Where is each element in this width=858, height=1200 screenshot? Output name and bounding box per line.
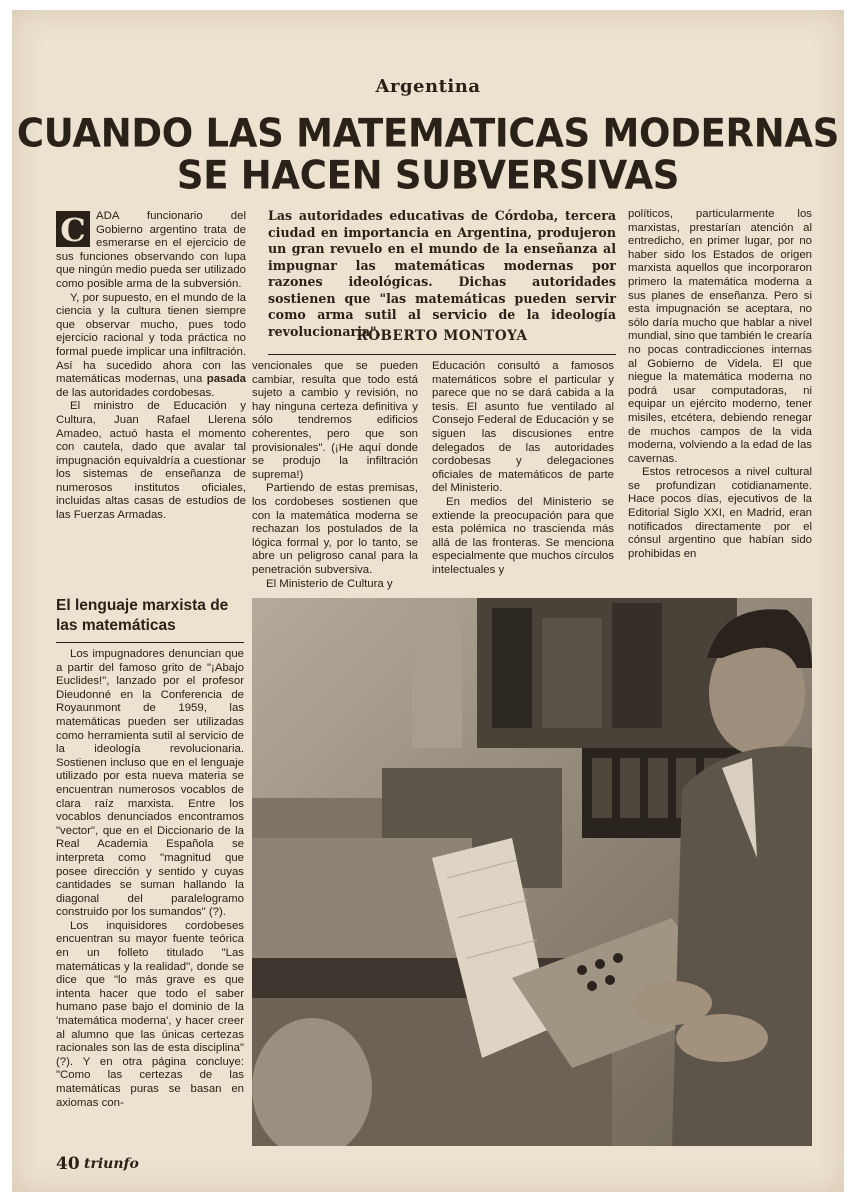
magazine-page xyxy=(12,10,844,1192)
byline-rule xyxy=(268,354,616,355)
lead-paragraph: Las autoridades educativas de Córdoba, tercera ciudad en importancia en Argentina, produjeron un gran revuelo en el mundo de la enseñanza al impugnar las matemáticas modernas por razones ideológicas. Dichas autoridades sostienen que "las matemáticas pueden servir como arma sutil al servicio de la ideología revolucionaria". xyxy=(268,208,616,339)
byline: ROBERTO MONTOYA xyxy=(356,328,528,344)
computer-operator-photo xyxy=(252,598,812,1146)
col1-paragraph-5: Los inquisidores cordobeses encuentran su mayor fuente teórica en un folleto titulado "Las matemáticas y la realidad", donde se dice que "lo más grave es que intenta hacer que todo el saber humano pase bajo el dominio de la 'matemática moderna', y hacer creer al alumno que las únicas certezas racionales son las de esta disciplina" (?). Y en otra página concluye: "Como las certezas de las matemáticas puras se basan en axiomas con- xyxy=(56,919,244,1109)
column-1-lower xyxy=(56,648,244,1110)
col3-paragraph-1: Educación consultó a famosos matemáticos sobre el particular y parece que no se dará cabida a la tesis. El asunto fue ventilado al Consejo Federal de Educación y se siguen las discusiones entre delegados de las autoridades cordobesas y delegaciones oficiales de matemáticos de parte del Ministerio. xyxy=(432,360,614,495)
section-kicker: Argentina xyxy=(375,76,481,97)
subhead-rule xyxy=(56,642,244,643)
page-number: 40 xyxy=(56,1154,80,1174)
col4-paragraph-2: Estos retrocesos a nivel cultural se profundizan cotidianamente. Hace pocos días, ejecutivos de la Editorial Siglo XXI, en Madrid, eran notificados directamente por el cónsul argentino que habían sido prohibidas en xyxy=(628,466,812,560)
col1-paragraph-2-emphasis: pasada xyxy=(206,373,246,386)
col3-paragraph-2: En medios del Ministerio se extiende la preocupación para que esta polémica no trascienda más allá de las fronteras. Se menciona especialmente que muchos círculos intelectuales y xyxy=(432,495,614,576)
col1-paragraph-1: ADA funcionario del Gobierno argentino trata de esmerarse en el ejercicio de sus funciones observando con lupa que ningún medio pueda ser utilizado como posible arma de la subversión. xyxy=(56,210,246,290)
headline-line-1: CUANDO LAS MATEMATICAS MODERNAS xyxy=(16,110,840,157)
col2-paragraph-3: El Ministerio de Cultura y xyxy=(266,577,393,590)
column-2 xyxy=(252,360,418,591)
col2-paragraph-1: vencionales que se pueden cambiar, resulta que todo está sujeto a cambio y revisión, no hay ninguna certeza definitiva y sólo tendremos edificios coherentes, pero que son provisionales". (¡He aquí donde se produjo la infiltración suprema!) xyxy=(252,360,418,481)
headline-line-2: SE HACEN SUBVERSIVAS xyxy=(176,152,680,199)
magazine-logo: triunfo xyxy=(84,1156,139,1172)
column-3 xyxy=(432,360,614,578)
col1-paragraph-2a: Y, por supuesto, en el mundo de la ciencia y la cultura tienen siempre que observar mucho, pues todo ejercicio racional y toda práctica no formal puede implicar una infiltración. Así ha sucedido ahora con las matemáticas modernas, una xyxy=(56,291,246,386)
col4-paragraph-1: políticos, particularmente los marxistas, prestarían atención al entredicho, en primer lugar, por no haber sido los Estados de origen marxista aquellos que incorporaron primero la matemática moderna a sus planes de enseñanza. Pero si esta impugnación se aceptara, no sólo daría mucho que hablar a nivel mundial, sino que también le crearía no pocas contradicciones internas al Gobierno de Videla. El que niegue la matemática moderna no podrá usar computadoras, ni equipar un ejército moderno, tener misiles, etcétera, debiendo renegar de muchos campos de la vida moderna, volviendo a la edad de las cavernas. xyxy=(628,208,812,465)
column-4 xyxy=(628,208,812,561)
col1-paragraph-2c: de las autoridades cordobesas. xyxy=(56,386,215,399)
col1-paragraph-4: Los impugnadores denuncian que a partir del famoso grito de "¡Abajo Euclides!", lanzado por el profesor Dieudonné en la Conferencia de Royaunmont de 1959, las matemáticas pueden ser utilizadas como herramienta sutil al servicio de la ideología revolucionaria. Sostienen incluso que en el lenguaje utilizado por esta nueva materia se encuentran numerosos vocablos de clara raíz marxista. Entre los vocablos denunciados encontramos "vector", que en el Diccionario de la Real Academia Española se interpreta como "magnitud que posee dirección y sentido y cuyas cantidades se suman hallando la diagonal del paralelogramo construido por los sumandos" (?). xyxy=(56,648,244,919)
column-1-upper xyxy=(56,210,246,523)
photo-illustration xyxy=(252,598,812,1146)
col2-paragraph-2: Partiendo de estas premisas, los cordobeses sostienen que con la matemática moderna se rechazan los postulados de la lógica formal y, por lo tanto, se abre un peligroso canal para la penetración subversiva. xyxy=(252,482,418,576)
col1-paragraph-3: El ministro de Educación y Cultura, Juan Rafael Llerena Amadeo, actuó hasta el momento con cautela, dado que avalar tal impugnación equivaldría a cuestionar los sistemas de enseñanza de numerosos institutos oficiales, incluidas altas casas de estudios de las Fuerzas Armadas. xyxy=(56,400,246,522)
drop-cap: C xyxy=(56,211,90,247)
subhead: El lenguaje marxista de las matemáticas xyxy=(56,597,229,634)
